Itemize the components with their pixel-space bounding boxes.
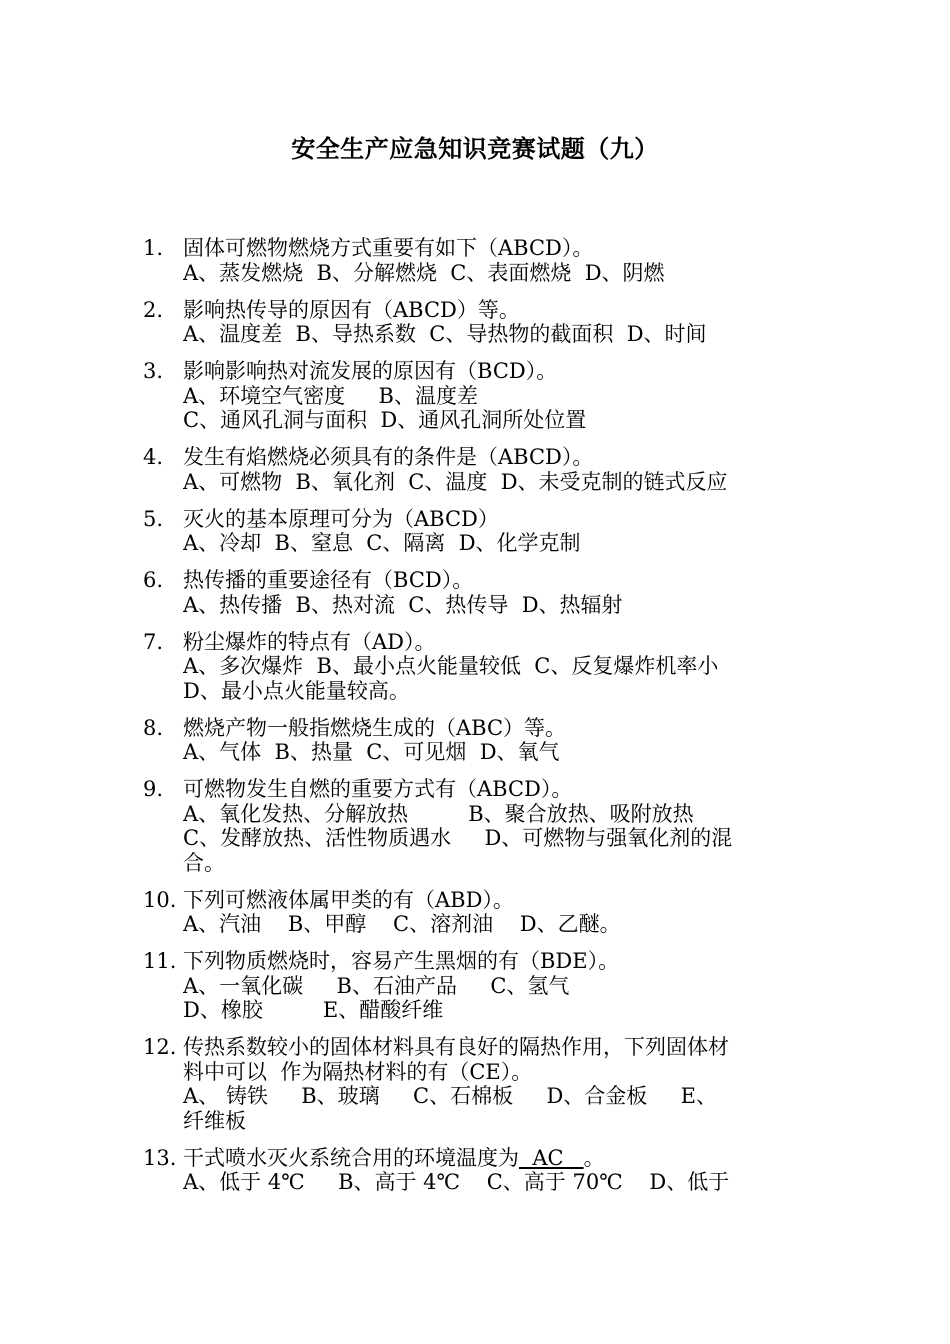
- question-10: [143, 888, 813, 937]
- question-number: 4.: [143, 445, 164, 469]
- question-number: 8.: [143, 715, 164, 740]
- question-options: D、最小点火能量较高。: [183, 678, 410, 703]
- question-options: A、低于 4℃ B、高于 4℃ C、高于 70℃ D、低于: [183, 1170, 730, 1194]
- question-number: 2.: [143, 297, 164, 322]
- question-text: 发生有焰燃烧必须具有的条件是（ABCD）。: [183, 445, 594, 469]
- page-title: 安全生产应急知识竞赛试题（九）: [291, 134, 659, 163]
- question-number: 6.: [143, 568, 164, 592]
- question-number: 12.: [143, 1035, 177, 1059]
- question-text: 粉尘爆炸的特点有（AD）。: [183, 629, 436, 654]
- question-12: [143, 1035, 813, 1133]
- question-options: A、环境空气密度 B、温度差: [183, 383, 478, 408]
- question-number: 3.: [143, 359, 164, 383]
- question-text: 燃烧产物一般指燃烧生成的（ABC）等。: [183, 715, 567, 740]
- question-6: [143, 568, 813, 617]
- question-4: [143, 445, 813, 494]
- question-text: 传热系数较小的固体材料具有良好的隔热作用，下列固体材: [183, 1035, 729, 1059]
- question-text-after-blank: 。: [583, 1145, 605, 1170]
- question-text: 料中可以 作为隔热材料的有（CE）。: [183, 1059, 533, 1084]
- question-number: 1.: [143, 236, 164, 260]
- question-9: [143, 777, 813, 875]
- question-number: 13.: [143, 1145, 177, 1170]
- question-text: 影响影响热对流发展的原因有（BCD）。: [183, 359, 558, 383]
- question-options: C、发酵放热、活性物质遇水 D、可燃物与强氧化剂的混: [183, 826, 733, 850]
- question-options: A、一氧化碳 B、石油产品 C、氢气: [183, 973, 570, 998]
- question-13: [143, 1146, 813, 1195]
- question-text: 下列物质燃烧时，容易产生黑烟的有（BDE）。: [183, 949, 620, 973]
- question-options: A、 铸铁 B、玻璃 C、石棉板 D、合金板 E、: [183, 1084, 718, 1108]
- question-number: 10.: [143, 887, 177, 912]
- question-options: A、多次爆炸 B、最小点火能量较低 C、反复爆炸机率小: [183, 654, 719, 678]
- question-text: 影响热传导的原因有（ABCD）等。: [183, 297, 520, 322]
- question-text: 热传播的重要途径有（BCD）。: [183, 568, 474, 592]
- question-list: [143, 236, 813, 1207]
- question-options: A、蒸发燃烧 B、分解燃烧 C、表面燃烧 D、阴燃: [183, 260, 665, 285]
- question-number: 9.: [143, 777, 164, 801]
- question-options: A、氧化发热、分解放热 B、聚合放热、吸附放热: [183, 801, 694, 826]
- question-options: A、汽油 B、甲醇 C、溶剂油 D、乙醚。: [183, 912, 621, 936]
- question-text: 灭火的基本原理可分为（ABCD）: [183, 506, 499, 531]
- question-options: A、温度差 B、导热系数 C、导热物的截面积 D、时间: [183, 322, 707, 346]
- question-options: A、气体 B、热量 C、可见烟 D、氧气: [183, 740, 560, 764]
- question-number: 5.: [143, 506, 164, 531]
- question-text: 固体可燃物燃烧方式重要有如下（ABCD）。: [183, 236, 594, 260]
- answer-blank: AC: [519, 1145, 584, 1170]
- question-options: C、通风孔洞与面积 D、通风孔洞所处位置: [183, 408, 587, 432]
- question-text-before-blank: 干式喷水灭火系统合用的环境温度为: [183, 1145, 519, 1170]
- question-2: [143, 298, 813, 347]
- question-text: 下列可燃液体属甲类的有（ABD）。: [183, 887, 514, 912]
- question-options: A、可燃物 B、氧化剂 C、温度 D、未受克制的链式反应: [183, 469, 728, 494]
- question-text: 可燃物发生自燃的重要方式有（ABCD）。: [183, 777, 573, 801]
- question-5: [143, 507, 813, 556]
- question-number: 7.: [143, 629, 164, 654]
- question-11: [143, 949, 813, 1023]
- question-options: A、冷却 B、窒息 C、隔离 D、化学克制: [183, 531, 581, 555]
- question-number: 11.: [143, 949, 177, 973]
- question-options: 合。: [183, 850, 225, 875]
- question-8: [143, 716, 813, 765]
- question-text: [183, 1146, 813, 1171]
- question-3: [143, 359, 813, 433]
- question-7: [143, 630, 813, 704]
- question-options: 纤维板: [183, 1108, 246, 1133]
- question-options: D、橡胶 E、醋酸纤维: [183, 998, 444, 1022]
- question-options: A、热传播 B、热对流 C、热传导 D、热辐射: [183, 592, 623, 617]
- question-1: [143, 236, 813, 285]
